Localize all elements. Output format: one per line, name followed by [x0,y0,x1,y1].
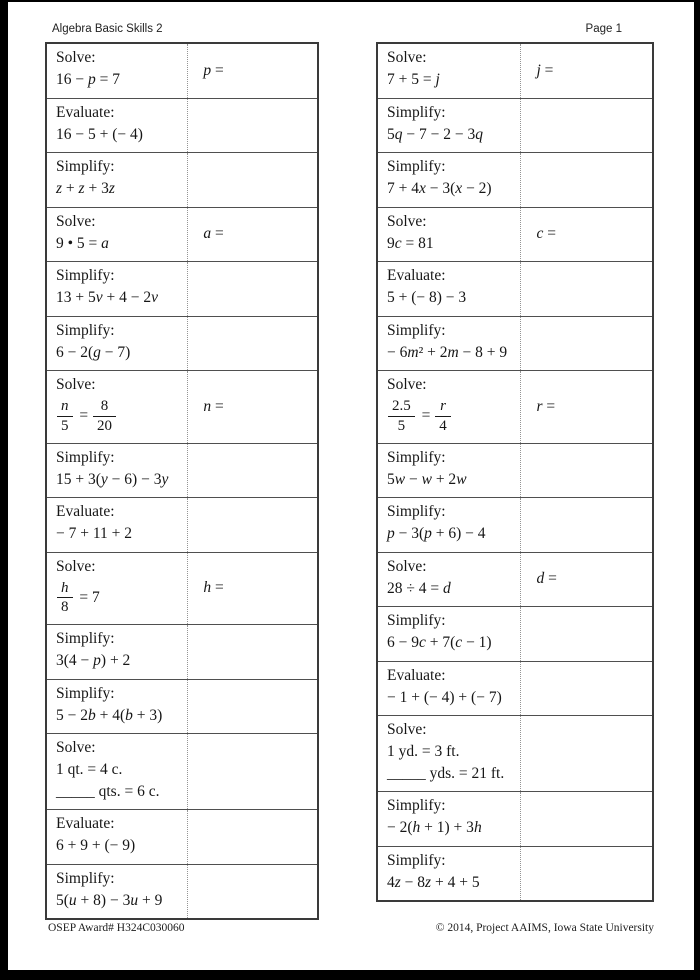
variable: z [108,180,115,197]
expression: 15 + 3(y − 6) − 3y [56,470,169,488]
problem-row [47,864,317,919]
variable: m [447,343,459,361]
problem-cell [47,208,187,262]
answer-cell [520,498,652,552]
expression: 16 − 5 + (− 4) [56,125,143,143]
task-label: Simplify: [387,448,446,466]
problem-cell [47,553,187,625]
task-label: Evaluate: [56,103,115,121]
variable: j [536,61,541,79]
expression: 13 + 5v + 4 − 2v [56,289,159,306]
answer-label: p = [203,61,224,79]
problem-table-right [376,42,654,902]
answer-label: h = [203,579,224,597]
problem-row [47,443,317,498]
expression: $\frac{2.5}{5}$ = $\frac{r}{4}$ [387,396,516,437]
problem-cell [378,847,520,901]
task-label: Solve: [56,739,96,757]
fraction-numerator [57,580,73,599]
problem-cell [378,662,520,716]
problem-cell [378,553,520,607]
answer-cell [187,208,317,262]
variable: y [161,470,169,488]
expression: $\frac{n}{5}$ = $\frac{8}{20}$ [56,396,183,437]
answer-cell [520,317,652,371]
problem-cell [378,371,520,443]
problem-cell [378,716,520,791]
worksheet-title: Algebra Basic Skills 2 [52,23,163,35]
problem-cell [47,262,187,316]
variable: r [440,398,446,414]
problem-cell [378,607,520,661]
variable: u [68,891,77,909]
task-label: Evaluate: [387,267,446,284]
answer-cell [520,371,652,443]
problem-cell [47,810,187,864]
variable: h [61,579,69,596]
answer-cell [187,498,317,552]
answer-cell [187,44,317,98]
task-label: Solve: [387,376,427,393]
variable: a [203,225,212,243]
answer-cell [187,317,317,371]
problem-row [378,497,652,552]
problem-row [47,552,317,625]
answer-label: c = [536,225,556,243]
task-label: Simplify: [56,684,115,702]
variable: p [424,525,432,543]
variable: v [151,289,159,306]
expression: 5w − w + 2w [387,470,467,488]
task-label: Solve: [387,721,427,739]
problem-row [378,207,652,262]
variable: w [394,470,406,488]
problem-row [47,261,317,316]
variable: u [130,891,139,909]
footer-copyright: © 2014, Project AAIMS, Iowa State University [435,922,654,934]
answer-cell [187,153,317,207]
expression: − 2(h + 1) + 3h [387,819,482,837]
task-label: Solve: [56,49,96,66]
problem-row [378,98,652,153]
answer-cell [520,607,652,661]
answer-label: d = [536,570,557,588]
task-label: Simplify: [387,103,446,121]
answer-label: n = [203,397,224,415]
expression: 1 qt. = 4 c. _____ qts. = 6 c. [56,761,160,801]
problem-cell [47,865,187,919]
problem-row [378,791,652,846]
task-label: Simplify: [387,321,446,339]
task-label: Simplify: [56,869,115,887]
problem-cell [378,498,520,552]
problem-row [47,316,317,371]
fraction [57,580,73,617]
fraction-denominator: 5 [397,417,406,434]
task-label: Solve: [56,557,96,575]
variable: z [78,180,85,197]
problem-cell [47,734,187,809]
answer-cell [520,44,652,98]
answer-cell [187,262,317,316]
worksheet-page [8,2,694,970]
task-label: Solve: [56,376,96,393]
answer-cell [187,625,317,679]
answer-cell [520,262,652,316]
fraction [93,398,116,435]
problem-row [378,316,652,371]
variable: p [88,71,96,88]
problem-row [378,44,652,98]
variable: x [455,180,463,197]
expression: 28 ÷ 4 = d [387,579,451,597]
task-label: Simplify: [387,503,446,521]
expression: − 1 + (− 4) + (− 7) [387,688,502,706]
fraction-denominator: 20 [97,417,112,434]
expression: 3(4 − p) + 2 [56,652,131,670]
variable: c [394,234,402,252]
task-label: Evaluate: [387,666,446,684]
variable: d [443,579,451,597]
variable: c [536,225,544,243]
variable: z [425,873,432,891]
expression: 5 + (− 8) − 3 [387,289,467,306]
problem-row [47,497,317,552]
problem-table-left [45,42,319,920]
expression: 5q − 7 − 2 − 3q [387,125,483,143]
expression: 6 − 9c + 7(c − 1) [387,634,492,652]
task-label: Simplify: [56,321,115,339]
task-label: Evaluate: [56,503,115,521]
task-label: Simplify: [56,448,115,466]
answer-cell [187,99,317,153]
problem-cell [378,208,520,262]
variable: n [203,397,212,415]
fraction-numerator [57,398,73,417]
page-number-label: Page 1 [585,23,622,35]
expression: p − 3(p + 6) − 4 [387,525,486,543]
variable: h [473,819,482,837]
variable: p [387,525,395,543]
variable: r [536,397,543,415]
problem-row [378,715,652,791]
expression: z + z + 3z [56,180,115,197]
task-label: Evaluate: [56,815,115,833]
variable: m [407,343,419,361]
expression: − 7 + 11 + 2 [56,525,133,543]
expression: 9 • 5 = a [56,234,109,252]
variable: w [421,470,432,488]
problem-row [378,261,652,316]
task-label: Simplify: [387,158,446,175]
expression: 4z − 8z + 4 + 5 [387,873,480,891]
variable: c [419,634,426,652]
problem-row [378,846,652,901]
problem-cell [47,680,187,734]
variable: g [93,343,101,361]
problem-cell [47,625,187,679]
expression: 6 + 9 + (− 9) [56,837,136,855]
problem-cell [47,44,187,98]
problem-row [378,443,652,498]
problem-cell [378,792,520,846]
problem-row [378,606,652,661]
task-label: Simplify: [387,612,446,630]
expression: 5(u + 8) − 3u + 9 [56,891,163,909]
problem-cell [378,317,520,371]
problem-row [378,661,652,716]
fraction-denominator: 4 [439,417,447,434]
answer-cell [187,810,317,864]
problem-cell [47,153,187,207]
fraction [435,398,451,435]
expression: 16 − p = 7 [56,71,120,88]
problem-row [47,152,317,207]
answer-cell [520,444,652,498]
variable: d [536,570,545,588]
expression: 6 − 2(g − 7) [56,343,131,361]
problem-cell [378,262,520,316]
variable: q [394,125,403,143]
variable: z [56,180,63,197]
answer-cell [520,99,652,153]
answer-cell [187,865,317,919]
variable: x [419,180,426,197]
problem-cell [378,153,520,207]
answer-label: r = [536,397,556,415]
variable: h [412,819,421,837]
answer-cell [520,662,652,716]
problem-cell [47,317,187,371]
problem-row [378,552,652,607]
task-label: Simplify: [387,797,446,815]
answer-cell [187,371,317,443]
expression: 7 + 5 = j [387,71,440,88]
problem-row [47,370,317,443]
problem-row [47,624,317,679]
answer-cell [520,553,652,607]
task-label: Simplify: [387,851,446,869]
problem-row [47,98,317,153]
variable: h [203,579,212,597]
variable: p [93,652,101,670]
variable: v [95,289,103,306]
variable: q [475,125,483,143]
task-label: Solve: [387,212,427,230]
task-label: Solve: [387,557,427,575]
expression: $\frac{h}{8}$ = 7 [56,578,183,619]
problem-row [47,679,317,734]
variable: p [203,61,212,79]
answer-cell [520,716,652,791]
fraction-denominator: 8 [61,599,69,616]
answer-cell [520,153,652,207]
task-label: Simplify: [56,630,115,648]
answer-cell [187,734,317,809]
problem-row [378,152,652,207]
variable: a [101,234,109,252]
problem-cell [378,99,520,153]
problem-cell [47,99,187,153]
answer-cell [187,680,317,734]
problem-cell [47,498,187,552]
problem-row [47,809,317,864]
answer-label: a = [203,225,224,243]
fraction-numerator: 8 [93,398,116,417]
task-label: Solve: [56,212,96,230]
problem-cell [378,444,520,498]
problem-row [47,733,317,809]
answer-cell [520,208,652,262]
expression: 7 + 4x − 3(x − 2) [387,180,492,197]
answer-cell [187,444,317,498]
variable: c [455,634,463,652]
variable: b [88,706,96,724]
task-label: Simplify: [56,267,115,284]
problem-cell [378,44,520,98]
variable: n [61,398,69,414]
answer-cell [520,792,652,846]
expression: 9c = 81 [387,234,434,252]
fraction [388,398,415,435]
problem-row [47,44,317,98]
problem-cell [47,371,187,443]
task-label: Solve: [387,49,427,66]
fraction-numerator: 2.5 [388,398,415,417]
expression: 1 yd. = 3 ft. _____ yds. = 21 ft. [387,743,505,783]
variable: w [456,470,467,488]
answer-label: j = [536,61,554,79]
task-label: Simplify: [56,158,115,175]
fraction-denominator: 5 [61,417,69,434]
answer-cell [187,553,317,625]
expression: − 6m² + 2m − 8 + 9 [387,343,508,361]
variable: z [394,873,401,891]
problem-row [378,370,652,443]
footer-award-number: OSEP Award# H324C030060 [48,922,185,934]
answer-cell [520,847,652,901]
problem-cell [47,444,187,498]
fraction [57,398,73,435]
variable: b [125,706,133,724]
variable: j [435,71,440,88]
fraction-numerator [435,398,451,417]
variable: y [100,470,108,488]
expression: 5 − 2b + 4(b + 3) [56,706,163,724]
problem-row [47,207,317,262]
